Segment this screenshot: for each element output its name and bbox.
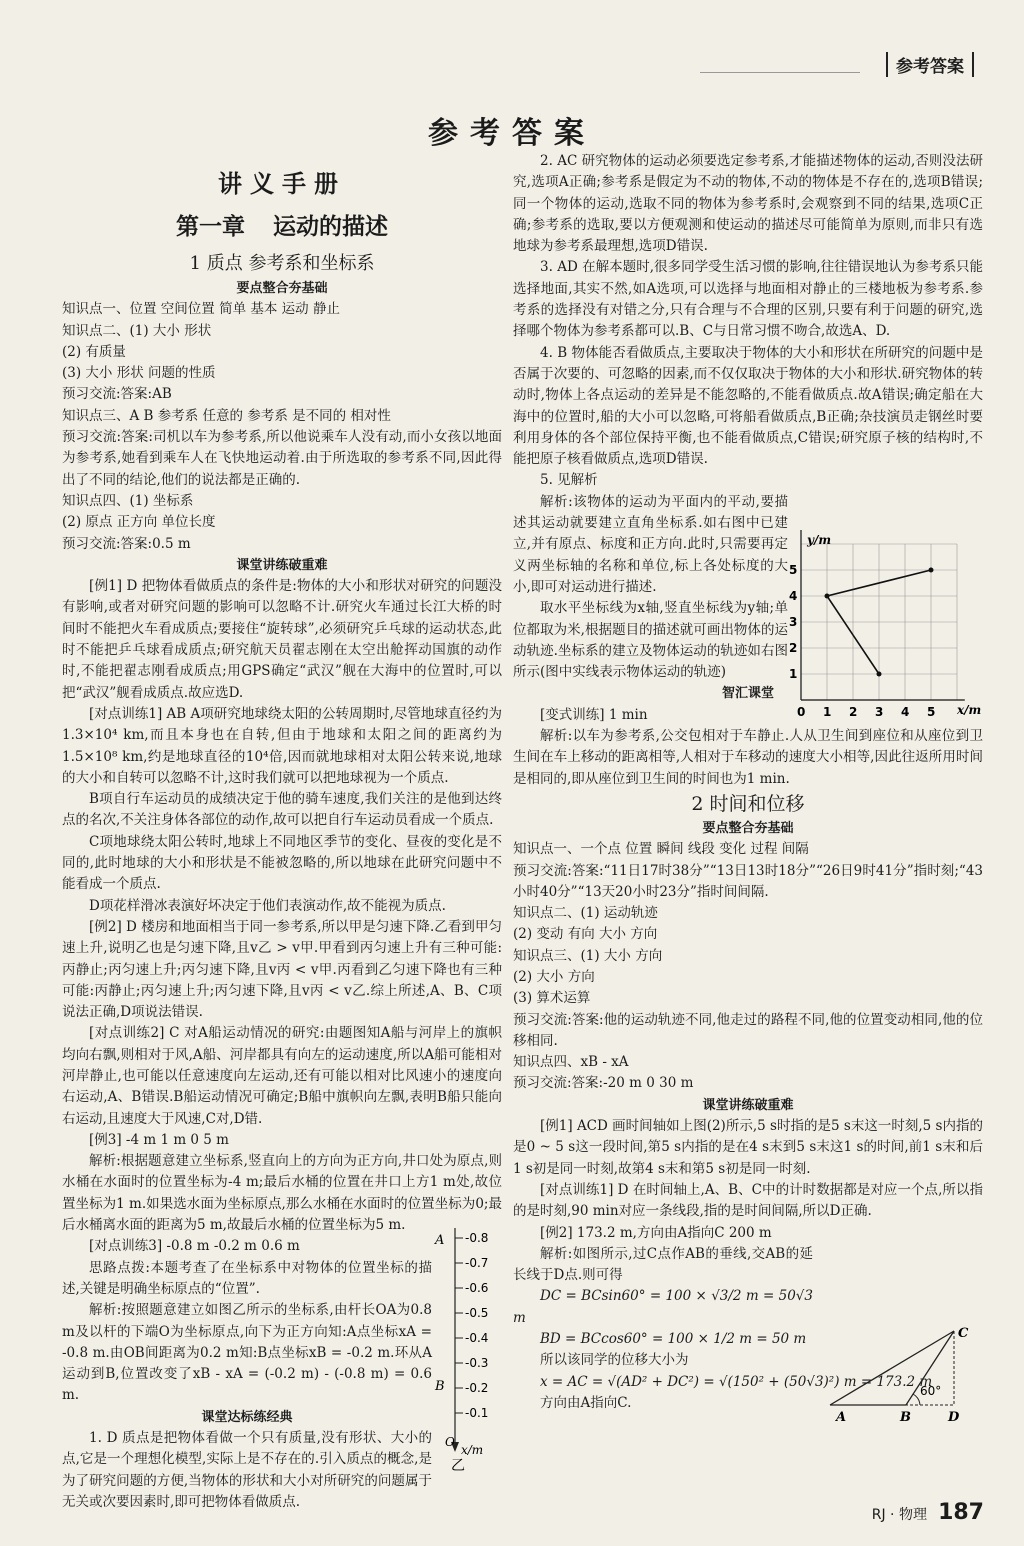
ruler-tick-label: -0.1 (465, 1406, 489, 1420)
ruler-tick-label: -0.5 (465, 1306, 489, 1320)
graph-xtick: 4 (901, 705, 910, 719)
answer-para: [变式训练] 1 min (540, 706, 648, 723)
answer-para: 思路点拨:本题考查了在坐标系中对物体的位置坐标的描述,关键是明确坐标原点的“位置”. (62, 1259, 432, 1297)
point-d: D (948, 1410, 960, 1423)
ruler-axis-label: x/m (461, 1443, 484, 1457)
answer-para: 知识点三、(1) 大小 方向 (513, 947, 663, 964)
subheading: 课堂达标练经典 (201, 1409, 293, 1425)
ruler-label-a: A (435, 1233, 445, 1248)
ruler-tick-label: -0.4 (465, 1331, 489, 1345)
graph-xtick: 5 (927, 705, 936, 719)
header-rule (700, 72, 860, 73)
answer-para: 知识点四、xB - xA (513, 1054, 629, 1071)
answer-para: 预习交流:答案:0.5 m (62, 535, 191, 552)
answer-para: (2) 有质量 (62, 343, 126, 360)
subheading: 课堂讲练破重难 (702, 1097, 794, 1113)
graph-xtick: 3 (875, 705, 884, 719)
point-a: A (836, 1410, 847, 1423)
answer-para: (2) 变动 有向 大小 方向 (513, 926, 658, 943)
answer-para: [例1] D 把物体看做质点的条件是:物体的大小和形状对研究的问题没有影响,或者对研究问题的影响可以忽略不计.研究火车通过长江大桥的时间时不能把火车看成质点;要接住“旋转球”,必须研究乒乓球的运动状态,此时不能把乒乓球看成质点;研究航天员翟志刚在太空出舱挥动国旗的动作时,不能把翟志刚看成质点;用GPS确定“武汉”舰在大海中的位置时,可以把“武汉”舰看成质点.故应选D. (62, 578, 502, 701)
trajectory-graph (785, 530, 985, 745)
angle-arc (913, 1394, 920, 1405)
book-title: 讲义手册 (218, 170, 346, 198)
answer-para: [对点训练1] AB A项研究地球绕太阳的公转周期时,尽管地球直径约为1.3×10⁴ km,而且本身也在自转,但由于地球和太阳之间的距离约为1.5×10⁸ km,约是地球直径的10⁴倍,因而就地球相对太阳公转来说,地球的大小和自转可以忽略不计,这时我们就可以把地球视为一个质点. (62, 705, 502, 786)
answer-para: [例2] 173.2 m,方向由A指向C 200 m (540, 1224, 772, 1241)
answer-para: (3) 算术运算 (513, 990, 591, 1007)
section-title: 2 时间和位移 (691, 792, 805, 815)
answer-para: (3) 大小 形状 问题的性质 (62, 365, 216, 382)
answer-para: 解析:按照题意建立如图乙所示的坐标系,由杆长OA为0.8 m及以杆的下端O为坐标原点,向下为正方向知:A点坐标xA = -0.8 m.由OB间距离为0.2 m知:B点坐标xB = -0.2 m.环从A运动到B,位置改变了xB - xA = (-0.2 m) - (-0.8 m) = 0.6 m. (62, 1302, 432, 1404)
graph-xtick: 0 (797, 705, 806, 719)
graph-ylabel: y/m (807, 533, 832, 547)
section-title: 1 质点 参考系和坐标系 (189, 253, 375, 274)
subheading: 要点整合夯基础 (236, 281, 328, 296)
header-label: 参考答案 (886, 52, 974, 77)
right-column (513, 151, 983, 1414)
answer-para: 所以该同学的位移大小为 (540, 1352, 689, 1369)
graph-ytick: 3 (789, 615, 798, 629)
subheading: 课堂讲练破重难 (236, 557, 328, 573)
subheading: 智汇课堂 (721, 686, 774, 702)
graph-ytick: 1 (789, 667, 798, 681)
page-number: 187 (938, 1500, 984, 1525)
answer-para: [例3] -4 m 1 m 0 5 m (89, 1131, 229, 1148)
graph-ytick: 2 (789, 641, 798, 655)
answer-para: 4. B 物体能否看做质点,主要取决于物体的大小和形状在所研究的问题中是否属于次要的、可忽略的因素,而不仅仅取决于物体的大小和形状.研究物体的转动时,物体上各点运动的差异是不能忽略的,不能看做质点.故A错误;确定船在大海中的位置时,船的大小可以忽略,可将船看做质点,B正确;杂技演员走钢丝时要利用身体的各个部位保持平衡,也不能看做质点,C错误;研究原子核的结构时,不能把原子核看做质点,选项D错误. (513, 344, 983, 468)
answer-para: (2) 原点 正方向 单位长度 (62, 514, 216, 531)
answer-para: 预习交流:答案:“11日17时38分”“13日13时18分”“26日9时41分”指时刻;“43小时40分”“13天20小时23分”指时间间隔. (513, 862, 983, 900)
ruler-tick-label: -0.7 (465, 1256, 489, 1270)
ruler-tick-label: -0.8 (465, 1231, 489, 1245)
trajectory-point (877, 672, 882, 677)
point-b: B (900, 1410, 911, 1423)
graph-ytick: 5 (789, 563, 798, 577)
answer-para: B项自行车运动员的成绩决定于他的骑车速度,我们关注的是他到达终点的名次,不关注身体各部位的动作,故可以把自行车运动员看成一个质点. (62, 791, 502, 829)
answer-para: 取水平坐标线为x轴,竖直坐标线为y轴;单位都取为米,根据题目的描述就可画出物体的运动轨迹.坐标系的建立及物体运动的轨迹如右图所示(图中实线表示物体运动的轨迹) (513, 600, 788, 681)
equation: DC = BCsin60° = 100 × √3/2 m = 50√3 m (513, 1288, 813, 1326)
answer-para: [例2] D 楼房和地面相当于同一参考系,所以甲是匀速下降.乙看到甲匀速上升,说明乙也是匀速下降,且v乙 > v甲.甲看到丙匀速上升有三种可能:丙静止;丙匀速上升;丙匀速下降,且v丙 < v甲.丙看到乙匀速下降也有三种可能:丙静止;丙匀速上升;丙匀速下降,且v丙 < v乙.综上所述,A、B、C项说法正确,D项说法错误. (62, 918, 502, 1021)
ruler-label-b: B (435, 1379, 445, 1394)
answer-para: [对点训练2] C 对A船运动情况的研究:由题图知A船与河岸上的旗帜均向右飘,则相对于风,A船、河岸都具有向左的运动速度,所以A船可能相对河岸静止,也可能以任意速度向左运动,还有可能以相对比风速小的速度向右运动,A、B错误.B船运动情况可确定;B船中旗帜向左飘,表明B船只能向右运动,且速度大于风速,C对,D错. (62, 1025, 502, 1127)
answer-para: 预习交流:答案:他的运动轨迹不同,他走过的路程不同,他的位置变动相同,他的位移相同. (513, 1011, 983, 1049)
footer-label: RJ · 物理 (871, 1507, 927, 1523)
answer-para: 预习交流:答案:司机以车为参考系,所以他说乘车人没有动,而小女孩以地面为参考系,她看到乘车人在飞快地运动着.由于所选取的参考系不同,因此得出了不同的结论,他们的说法都是正确的. (62, 429, 502, 488)
graph-ytick: 4 (789, 589, 798, 603)
ruler-label-o: O (445, 1435, 455, 1449)
ruler-tick-label: -0.2 (465, 1381, 489, 1395)
equation: BD = BCcos60° = 100 × 1/2 m = 50 m (540, 1331, 807, 1348)
answer-para: 预习交流:答案:AB (62, 386, 172, 403)
point-c: C (958, 1326, 969, 1341)
trajectory-point (929, 568, 934, 573)
triangle-figure (826, 1325, 974, 1423)
answer-para: 预习交流:答案:-20 m 0 30 m (513, 1075, 694, 1092)
answer-para: 1. D 质点是把物体看做一个只有质量,没有形状、大小的点,它是一个理想化模型,实际上是不存在的.引入质点的概念,是为了研究问题的方便,当物体的形状和大小对所研究的问题属于无关或次要因素时,即可把物体看做质点. (62, 1430, 432, 1510)
answer-para: 2. AC 研究物体的运动必须要选定参考系,才能描述物体的运动,否则没法研究,选项A正确;参考系是假定为不动的物体,不动的物体是不存在的,选项B错误;同一个物体的运动,选取不同的物体为参考系时,会观察到不同的结果,选项C正确;参考系的选取,要以方便观测和使运动的描述尽可能简单为原则,而非只有选地球为参考系最理想,选项D错误. (513, 153, 983, 255)
answer-para: 解析:该物体的运动为平面内的平动,要描述其运动就要建立直角坐标系.如右图中已建立,并有原点、标度和正方向.此时,只需要再定义两坐标轴的名称和单位,标上各处标度的大小,即可对运动进行描述. (513, 493, 788, 595)
equation: x = AC = √(AD² + DC²) = √(150² + (50√3)²) m = 173.2 m (540, 1373, 933, 1390)
answer-para: 5. 见解析 (540, 472, 598, 489)
answer-para: [对点训练1] D 在时间轴上,A、B、C中的计时数据都是对应一个点,所以指的是时刻,90 min对应一条线段,指的是时间间隔,所以D正确. (513, 1181, 983, 1220)
answer-para: 知识点四、(1) 坐标系 (62, 492, 194, 509)
answer-para: [对点训练3] -0.8 m -0.2 m 0.6 m (89, 1238, 300, 1255)
footer (872, 1500, 984, 1525)
trajectory-point (825, 594, 830, 599)
answer-para: 方向由A指向C. (540, 1394, 632, 1411)
graph-xtick: 1 (823, 705, 832, 719)
answer-para: 知识点一、一个点 位置 瞬间 线段 变化 过程 间隔 (513, 841, 809, 858)
answer-para: 解析:如图所示,过C点作AB的垂线,交AB的延长线于D点.则可得 (513, 1245, 813, 1284)
answer-para: 知识点二、(1) 运动轨迹 (513, 905, 658, 922)
answer-para: 解析:根据题意建立坐标系,竖直向上的方向为正方向,井口处为原点,则水桶在水面时的位置坐标为-4 m;最后水桶的位置在井口上方1 m处,故位置坐标为1 m.如果选水面为坐标原点,那么水桶在水面时的位置坐标为0;最后水桶离水面的距离为5 m,故最后水桶的位置坐标为5 m. (62, 1153, 502, 1234)
ruler-figure (433, 1220, 503, 1472)
graph-xtick: 2 (849, 705, 858, 719)
answer-para: D项花样滑冰表演好坏决定于他们表演动作,故不能视为质点. (89, 897, 446, 914)
chapter-title: 第一章 运动的描述 (175, 214, 388, 240)
answer-para: 知识点一、位置 空间位置 简单 基本 运动 静止 (62, 301, 340, 318)
subheading: 要点整合夯基础 (702, 820, 794, 836)
answer-para: 知识点二、(1) 大小 形状 (62, 322, 212, 339)
ruler-tick-label: -0.6 (465, 1281, 489, 1295)
answer-para: (2) 大小 方向 (513, 968, 595, 985)
page-title: 参考答案 (428, 116, 596, 151)
ruler-tick-label: -0.3 (465, 1356, 489, 1370)
ruler-caption: 乙 (451, 1458, 465, 1472)
angle-label: 60° (920, 1384, 942, 1398)
graph-xlabel: x/m (957, 703, 982, 717)
answer-para: 知识点三、A B 参考系 任意的 参考系 是不同的 相对性 (62, 407, 391, 424)
answer-para: [例1] ACD 画时间轴如上图(2)所示,5 s时指的是5 s末这一时刻,5 s内指的是0 ~ 5 s这一段时间,第5 s内指的是在4 s末到5 s末这1 s的时间,前1 s末和后1 s初是同一时刻,故第4 s末和第5 s初是同一时刻. (513, 1118, 983, 1177)
answer-para: C项地球绕太阳公转时,地球上不同地区季节的变化、昼夜的变化是不同的,此时地球的大小和形状是不能被忽略的,所以地球在此研究问题中不能看成一个质点. (62, 833, 502, 893)
answer-para: 解析:以车为参考系,公交包相对于车静止.人从卫生间到座位和从座位到卫生间在车上移动的距离相等,人相对于车移动的速度大小相等,因此往返所用时间是相同的,即从座位到卫生间的时间也为1 min. (513, 728, 983, 787)
answer-para: 3. AD 在解本题时,很多同学受生活习惯的影响,往往错误地认为参考系只能选择地面,其实不然,如A选项,可以选择与地面相对静止的三楼地板为参考系.参考系的选择没有对错之分,只有合理与不合理的区别,只要有利于问题的研究,选择哪个物体为参考系都可以.B、C与日常习惯不吻合,故选A、D. (513, 259, 983, 340)
